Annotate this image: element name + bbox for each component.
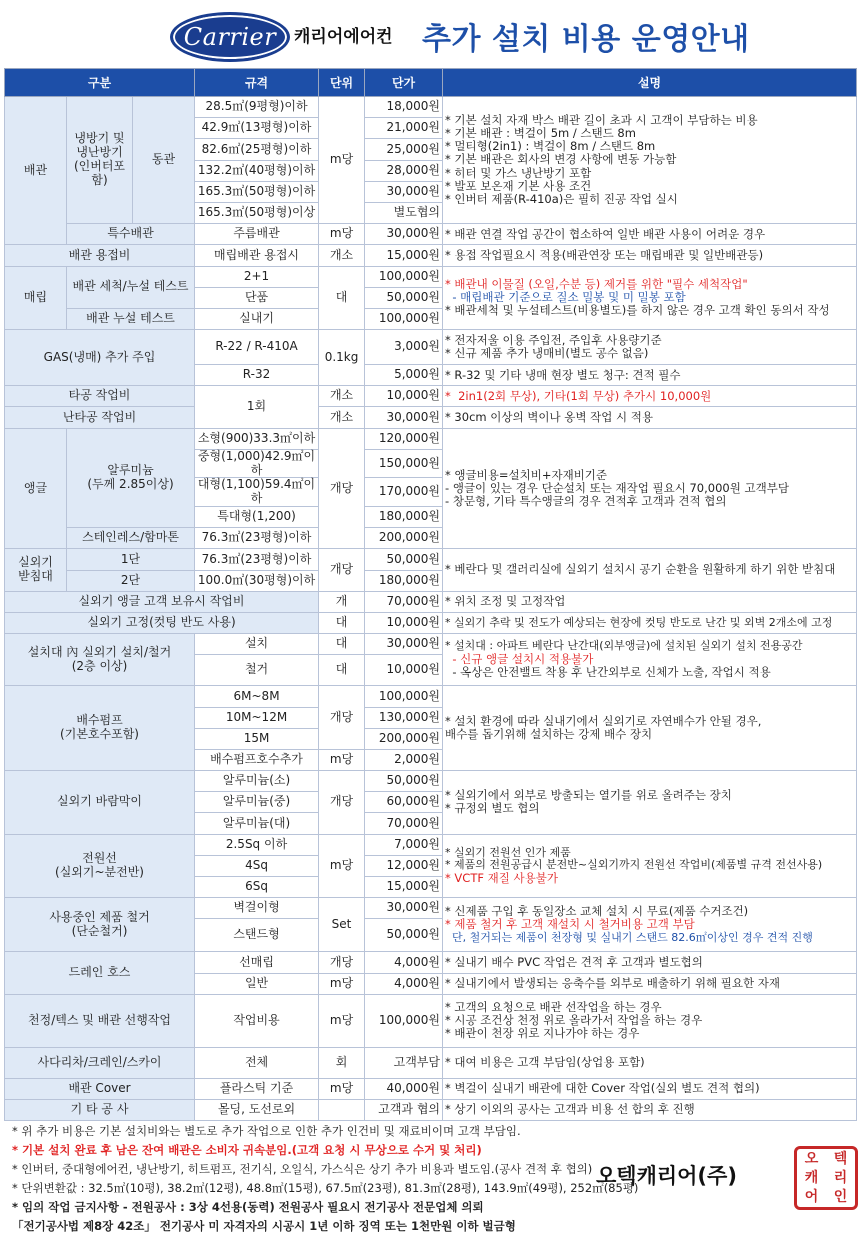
price-cell: 70,000원 bbox=[365, 591, 443, 612]
row-label: 배수펌프 (기본호수포함) bbox=[5, 686, 195, 771]
table-row bbox=[5, 1078, 857, 1099]
table-row bbox=[5, 224, 857, 245]
desc-cell bbox=[443, 834, 857, 898]
unit-cell: 개당 bbox=[319, 952, 365, 973]
desc-line: * 실외기 전원선 인가 제품 * 제품의 전원공급시 분전반~실외기까지 전원선 작업비(제품별 규격 전선사용) bbox=[445, 845, 823, 872]
spec-cell: R-22 / R-410A bbox=[195, 330, 319, 365]
price-cell: 100,000원 bbox=[365, 308, 443, 329]
price-cell: 5,000원 bbox=[365, 365, 443, 386]
price-cell: 10,000원 bbox=[365, 655, 443, 686]
price-cell: 120,000원 bbox=[365, 428, 443, 449]
col-header-description: 설명 bbox=[443, 69, 857, 97]
desc-cell: * 실내기에서 발생되는 응축수를 외부로 배출하기 위해 필요한 자재 bbox=[443, 973, 857, 994]
unit-cell: m당 bbox=[319, 1078, 365, 1099]
spec-cell: 선매립 bbox=[195, 952, 319, 973]
table-row bbox=[5, 898, 857, 919]
spec-cell: 소형(900)33.3㎡이하 bbox=[195, 428, 319, 449]
desc-line: * 신제품 구입 후 동일장소 교체 설치 시 무료(제품 수거조건) bbox=[445, 904, 749, 919]
desc-cell: * 전자저울 이용 주입전, 주입후 사용량기준 * 신규 제품 추가 냉매비(별도 공수 없음) bbox=[443, 330, 857, 365]
desc-cell: * 기본 설치 자재 박스 배관 길이 초과 시 고객이 부담하는 비용 * 기본 배관 : 벽걸이 5m / 스탠드 8m * 멀티형(2in1) : 벽걸이 8m / 스탠드 8m * 기본 배관은 회사의 변경 사항에 변동 가능함 * 히터 및 가스 냉난방기 포함 * 발포 보온재 기본 사용 조건 * 인버터 제품(R-410a)은 필히 진공 작업 실시 bbox=[443, 97, 857, 224]
company-seal-icon bbox=[794, 1146, 858, 1210]
unit-cell: m당 bbox=[319, 224, 365, 245]
spec-cell: R-32 bbox=[195, 365, 319, 386]
footnote: * 인버터, 중대형에어컨, 냉난방기, 히트펌프, 전기식, 오일식, 가스식은 상기 추가 비용과 별도임.(공사 견적 후 협의) bbox=[12, 1162, 593, 1176]
desc-cell bbox=[443, 266, 857, 330]
footnote-red: * 기본 설치 완료 후 남은 잔여 배관은 소비자 귀속분임.(고객 요청 시 무상으로 수거 및 처리) bbox=[12, 1143, 482, 1157]
desc-cell: * 실외기에서 외부로 방출되는 열기를 위로 올려주는 장치 * 규정외 별도 협의 bbox=[443, 771, 857, 835]
desc-cell bbox=[443, 634, 857, 686]
price-cell: 50,000원 bbox=[365, 287, 443, 308]
spec-cell: 1회 bbox=[195, 386, 319, 428]
spec-cell: 10M~12M bbox=[195, 707, 319, 728]
price-cell: 고객부담 bbox=[365, 1047, 443, 1078]
row-label: 사다리차/크레인/스카이 bbox=[5, 1047, 195, 1078]
table-row bbox=[5, 266, 857, 287]
seal-char: 텍 bbox=[833, 1150, 848, 1167]
unit-cell: 개 bbox=[319, 591, 365, 612]
footnote: * 위 추가 비용은 기본 설치비와는 별도로 추가 작업으로 인한 추가 인건비 및 재료비이며 고객 부담임. bbox=[12, 1124, 521, 1138]
price-cell: 10,000원 bbox=[365, 386, 443, 407]
row-label: GAS(냉매) 추가 주입 bbox=[5, 330, 195, 386]
price-cell: 150,000원 bbox=[365, 449, 443, 478]
spec-cell: 132.2㎡(40평형)이하 bbox=[195, 160, 319, 181]
spec-cell: 특대형(1,200) bbox=[195, 507, 319, 528]
table-header-row bbox=[5, 69, 857, 97]
spec-cell: 전체 bbox=[195, 1047, 319, 1078]
table-row bbox=[5, 952, 857, 973]
group-pipe: 배관 bbox=[5, 97, 67, 245]
price-cell: 3,000원 bbox=[365, 330, 443, 365]
spec-cell: 배수펌프호수추가 bbox=[195, 749, 319, 770]
footnote: * 단위변환값 : 32.5㎡(10평), 38.2㎡(12평), 48.8㎡(15평), 67.5㎡(23평), 81.3㎡(28평), 143.9㎡(49평), 252㎡(85평) bbox=[12, 1181, 639, 1195]
row-label: 배관 누설 테스트 bbox=[67, 308, 195, 329]
desc-cell: * 위치 조정 및 고정작업 bbox=[443, 591, 857, 612]
unit-cell: m당 bbox=[319, 834, 365, 898]
spec-cell: 실내기 bbox=[195, 308, 319, 329]
unit-cell bbox=[319, 1099, 365, 1120]
price-cell: 별도협의 bbox=[365, 202, 443, 223]
footnotes bbox=[12, 1122, 639, 1236]
spec-cell: 28.5㎡(9평형)이하 bbox=[195, 97, 319, 118]
table-row bbox=[5, 549, 857, 570]
price-cell: 18,000원 bbox=[365, 97, 443, 118]
price-cell: 12,000원 bbox=[365, 855, 443, 876]
spec-cell: 중형(1,000)42.9㎡이하 bbox=[195, 449, 319, 478]
unit-cell: 회 bbox=[319, 1047, 365, 1078]
table-row bbox=[5, 97, 857, 118]
price-cell: 30,000원 bbox=[365, 898, 443, 919]
table-row bbox=[5, 994, 857, 1047]
unit-cell: 개당 bbox=[319, 771, 365, 835]
col-header-unit: 단위 bbox=[319, 69, 365, 97]
spec-cell: 스탠드형 bbox=[195, 919, 319, 952]
spec-cell: 100.0㎡(30평형)이하 bbox=[195, 570, 319, 591]
spec-cell: 42.9㎡(13평형)이하 bbox=[195, 118, 319, 139]
desc-cell: * 실외기 추락 및 전도가 예상되는 현장에 컷팅 반도로 난간 및 외벽 2개소에 고정 bbox=[443, 612, 857, 633]
price-cell: 200,000원 bbox=[365, 728, 443, 749]
spec-cell: 6M~8M bbox=[195, 686, 319, 707]
spec-cell: 4Sq bbox=[195, 855, 319, 876]
price-cell: 10,000원 bbox=[365, 612, 443, 633]
desc-line: * 설치대 : 아파트 베란다 난간대(외부앵글)에 설치된 실외기 설치 전용공간 bbox=[445, 639, 803, 653]
spec-cell: 6Sq bbox=[195, 877, 319, 898]
group-stand: 실외기 받침대 bbox=[5, 549, 67, 591]
seal-char: 인 bbox=[833, 1189, 848, 1206]
spec-cell: 82.6㎡(25평형)이하 bbox=[195, 139, 319, 160]
price-cell: 28,000원 bbox=[365, 160, 443, 181]
seal-char: 캐 bbox=[804, 1169, 819, 1186]
special-pipe-label: 특수배관 bbox=[67, 224, 195, 245]
spec-cell: 일반 bbox=[195, 973, 319, 994]
desc-cell: * 30cm 이상의 벽이나 옹벽 작업 시 적용 bbox=[443, 407, 857, 428]
seal-char: 리 bbox=[833, 1169, 848, 1186]
row-label: 실외기 바람막이 bbox=[5, 771, 195, 835]
desc-cell: * 2in1(2회 무상), 기타(1회 무상) 추가시 10,000원 bbox=[443, 386, 857, 407]
price-cell: 7,000원 bbox=[365, 834, 443, 855]
desc-cell: * 앵글비용=설치비+자재비기준 - 앵글이 있는 경우 단순설치 또는 재작업 필요시 70,000원 고객부담 - 창문형, 기타 특수앵글의 경우 견적후 고객과 견적 협의 bbox=[443, 428, 857, 549]
seal-char: 어 bbox=[804, 1189, 819, 1206]
row-label: 설치대 內 실외기 설치/철거 (2층 이상) bbox=[5, 634, 195, 686]
spec-cell: 2+1 bbox=[195, 266, 319, 287]
unit-cell: 0.1kg bbox=[319, 330, 365, 386]
price-cell: 50,000원 bbox=[365, 771, 443, 792]
table-row bbox=[5, 1047, 857, 1078]
sub-aircon: 냉방기 및 냉난방기 (인버터포함) bbox=[67, 97, 133, 224]
table-row bbox=[5, 330, 857, 365]
price-table bbox=[4, 68, 857, 1121]
table-row bbox=[5, 428, 857, 449]
unit-cell: 개소 bbox=[319, 245, 365, 266]
spec-cell: 165.3㎡(50평형)이하 bbox=[195, 181, 319, 202]
spec-cell: 165.3㎡(50평형)이상 bbox=[195, 202, 319, 223]
price-cell: 30,000원 bbox=[365, 407, 443, 428]
col-header-price: 단가 bbox=[365, 69, 443, 97]
unit-cell: m당 bbox=[319, 973, 365, 994]
unit-cell: 개소 bbox=[319, 407, 365, 428]
footnote-bold: * 임의 작업 금지사항 - 전원공사 : 3상 4선용(동력) 전원공사 필요시 전기공사 전문업체 의뢰 bbox=[12, 1200, 484, 1214]
desc-cell: * 고객의 요청으로 배관 선작업을 하는 경우 * 시공 조건상 천정 위로 올라가서 작업을 하는 경우 * 배관이 천장 위로 지나가야 하는 경우 bbox=[443, 994, 857, 1047]
unit-cell: m당 bbox=[319, 97, 365, 224]
price-cell: 15,000원 bbox=[365, 245, 443, 266]
desc-cell: * 설치 환경에 따라 실내기에서 실외기로 자연배수가 안될 경우, 배수를 돕기위해 설치하는 강제 배수 장치 bbox=[443, 686, 857, 771]
price-cell: 180,000원 bbox=[365, 570, 443, 591]
desc-line-red: * 제품 철거 후 고객 재설치 시 철거비용 고객 부담 bbox=[445, 917, 695, 932]
table-row bbox=[5, 634, 857, 655]
unit-cell: 개당 bbox=[319, 549, 365, 591]
row-label: 천정/텍스 및 배관 선행작업 bbox=[5, 994, 195, 1047]
price-cell: 50,000원 bbox=[365, 919, 443, 952]
desc-cell: * 대여 비용은 고객 부담임(상업용 포함) bbox=[443, 1047, 857, 1078]
desc-cell bbox=[443, 898, 857, 952]
row-label: 스테인레스/함마톤 bbox=[67, 528, 195, 549]
price-cell: 200,000원 bbox=[365, 528, 443, 549]
price-cell: 70,000원 bbox=[365, 813, 443, 834]
desc-line-blue: - 매립배관 기준으로 질소 밀봉 및 미 밀봉 포함 bbox=[445, 290, 686, 305]
desc-cell: * 베란다 및 갤러리실에 실외기 설치시 공기 순환을 원활하게 하기 위한 받침대 bbox=[443, 549, 857, 591]
desc-line-blue: 단, 철거되는 제품이 천장형 및 실내기 스탠드 82.6㎡이상인 경우 견적 진행 bbox=[445, 930, 813, 944]
footnote-bold: 「전기공사법 제8장 42조」 전기공사 미 자격자의 시공시 1년 이하 징역 또는 1천만원 이하 벌금형 bbox=[12, 1219, 516, 1233]
row-label: 기 타 공 사 bbox=[5, 1099, 195, 1120]
table-row bbox=[5, 834, 857, 855]
desc-line-red: - 신규 앵글 설치시 적용불가 bbox=[445, 651, 594, 666]
row-label: 배관 용접비 bbox=[5, 245, 195, 266]
price-cell: 30,000원 bbox=[365, 224, 443, 245]
spec-cell: 작업비용 bbox=[195, 994, 319, 1047]
price-cell: 180,000원 bbox=[365, 507, 443, 528]
spec-cell: 2.5Sq 이하 bbox=[195, 834, 319, 855]
unit-cell: 대 bbox=[319, 612, 365, 633]
price-cell: 100,000원 bbox=[365, 994, 443, 1047]
spec-cell: 벽걸이형 bbox=[195, 898, 319, 919]
table-row bbox=[5, 591, 857, 612]
price-cell: 2,000원 bbox=[365, 749, 443, 770]
price-cell: 30,000원 bbox=[365, 634, 443, 655]
table-row bbox=[5, 386, 857, 407]
desc-line: * 배관세척 및 누설테스트(비용별도)를 하지 않은 경우 고객 확인 동의서 작성 bbox=[445, 303, 830, 318]
spec-cell: 단품 bbox=[195, 287, 319, 308]
spec-cell: 대형(1,100)59.4㎡이하 bbox=[195, 478, 319, 507]
price-cell: 60,000원 bbox=[365, 792, 443, 813]
row-label: 2단 bbox=[67, 570, 195, 591]
company-name: 오텍캐리어(주) bbox=[596, 1164, 737, 1188]
col-header-category: 구분 bbox=[5, 69, 195, 97]
unit-cell: m당 bbox=[319, 749, 365, 770]
desc-line-red: * VCTF 재질 사용불가 bbox=[445, 870, 558, 885]
price-cell: 130,000원 bbox=[365, 707, 443, 728]
col-header-spec: 규격 bbox=[195, 69, 319, 97]
desc-cell: * R-32 및 기타 냉매 현장 별도 청구: 견적 필수 bbox=[443, 365, 857, 386]
price-cell: 4,000원 bbox=[365, 952, 443, 973]
sub-copper: 동관 bbox=[133, 97, 195, 224]
brand-name: 캐리어에어컨 bbox=[294, 27, 393, 47]
unit-cell: m당 bbox=[319, 994, 365, 1047]
row-label: 사용중인 제품 철거 (단순철거) bbox=[5, 898, 195, 952]
unit-cell: 대 bbox=[319, 655, 365, 686]
row-label: 1단 bbox=[67, 549, 195, 570]
seal-char: 오 bbox=[804, 1150, 819, 1167]
page-title: 추가 설치 비용 운영안내 bbox=[422, 22, 750, 57]
price-cell: 170,000원 bbox=[365, 478, 443, 507]
row-label: 드레인 호스 bbox=[5, 952, 195, 994]
price-cell: 4,000원 bbox=[365, 973, 443, 994]
spec-cell: 알루미늄(대) bbox=[195, 813, 319, 834]
unit-cell: 대 bbox=[319, 266, 365, 330]
desc-cell: * 벽걸이 실내기 배관에 대한 Cover 작업(실외 별도 견적 협의) bbox=[443, 1078, 857, 1099]
spec-cell: 알루미늄(중) bbox=[195, 792, 319, 813]
page-header bbox=[0, 0, 860, 68]
price-cell: 25,000원 bbox=[365, 139, 443, 160]
desc-cell: * 실내기 배수 PVC 작업은 견적 후 고객과 별도협의 bbox=[443, 952, 857, 973]
price-cell: 21,000원 bbox=[365, 118, 443, 139]
table-row bbox=[5, 407, 857, 428]
desc-cell: * 배관 연결 작업 공간이 협소하여 일반 배관 사용이 어려운 경우 bbox=[443, 224, 857, 245]
table-row bbox=[5, 686, 857, 707]
price-cell: 30,000원 bbox=[365, 181, 443, 202]
group-bury: 매립 bbox=[5, 266, 67, 330]
spec-cell: 76.3㎡(23평형)이하 bbox=[195, 549, 319, 570]
spec-cell: 알루미늄(소) bbox=[195, 771, 319, 792]
price-cell: 40,000원 bbox=[365, 1078, 443, 1099]
unit-cell: 개당 bbox=[319, 428, 365, 549]
spec-cell: 15M bbox=[195, 728, 319, 749]
sub-aluminum: 알루미늄 (두께 2.85이상) bbox=[67, 428, 195, 528]
table-row bbox=[5, 245, 857, 266]
row-label: 난타공 작업비 bbox=[5, 407, 195, 428]
price-cell: 15,000원 bbox=[365, 877, 443, 898]
spec-cell: 주름배관 bbox=[195, 224, 319, 245]
carrier-logo: Carrier bbox=[170, 12, 290, 62]
unit-cell: Set bbox=[319, 898, 365, 952]
unit-cell: 대 bbox=[319, 634, 365, 655]
price-cell: 100,000원 bbox=[365, 686, 443, 707]
row-label: 실외기 고정(컷팅 반도 사용) bbox=[5, 612, 319, 633]
group-angle: 앵글 bbox=[5, 428, 67, 549]
price-cell: 고객과 협의 bbox=[365, 1099, 443, 1120]
row-label: 배관 세척/누설 테스트 bbox=[67, 266, 195, 308]
unit-cell: 개소 bbox=[319, 386, 365, 407]
unit-cell: 개당 bbox=[319, 686, 365, 750]
row-label: 타공 작업비 bbox=[5, 386, 195, 407]
price-cell: 100,000원 bbox=[365, 266, 443, 287]
spec-cell: 플라스틱 기준 bbox=[195, 1078, 319, 1099]
row-label: 전원선 (실외기~분전반) bbox=[5, 834, 195, 898]
row-label: 배관 Cover bbox=[5, 1078, 195, 1099]
price-cell: 50,000원 bbox=[365, 549, 443, 570]
table-row bbox=[5, 771, 857, 792]
desc-cell: * 상기 이외의 공사는 고객과 비용 선 합의 후 진행 bbox=[443, 1099, 857, 1120]
table-row bbox=[5, 1099, 857, 1120]
spec-cell: 76.3㎡(23평형)이하 bbox=[195, 528, 319, 549]
spec-cell: 몰딩, 도선로외 bbox=[195, 1099, 319, 1120]
desc-cell: * 용접 작업필요시 적용(배관연장 또는 매립배관 및 일반배관등) bbox=[443, 245, 857, 266]
spec-cell: 매립배관 용접시 bbox=[195, 245, 319, 266]
table-row bbox=[5, 612, 857, 633]
row-label: 실외기 앵글 고객 보유시 작업비 bbox=[5, 591, 319, 612]
desc-line: - 옥상은 안전밸트 착용 후 난간외부로 신체가 노출, 작업시 적용 bbox=[445, 665, 771, 680]
spec-cell: 철거 bbox=[195, 655, 319, 686]
spec-cell: 설치 bbox=[195, 634, 319, 655]
desc-line-red: * 배관내 이물질 (오일,수분 등) 제거를 위한 "필수 세척작업" bbox=[445, 276, 748, 291]
